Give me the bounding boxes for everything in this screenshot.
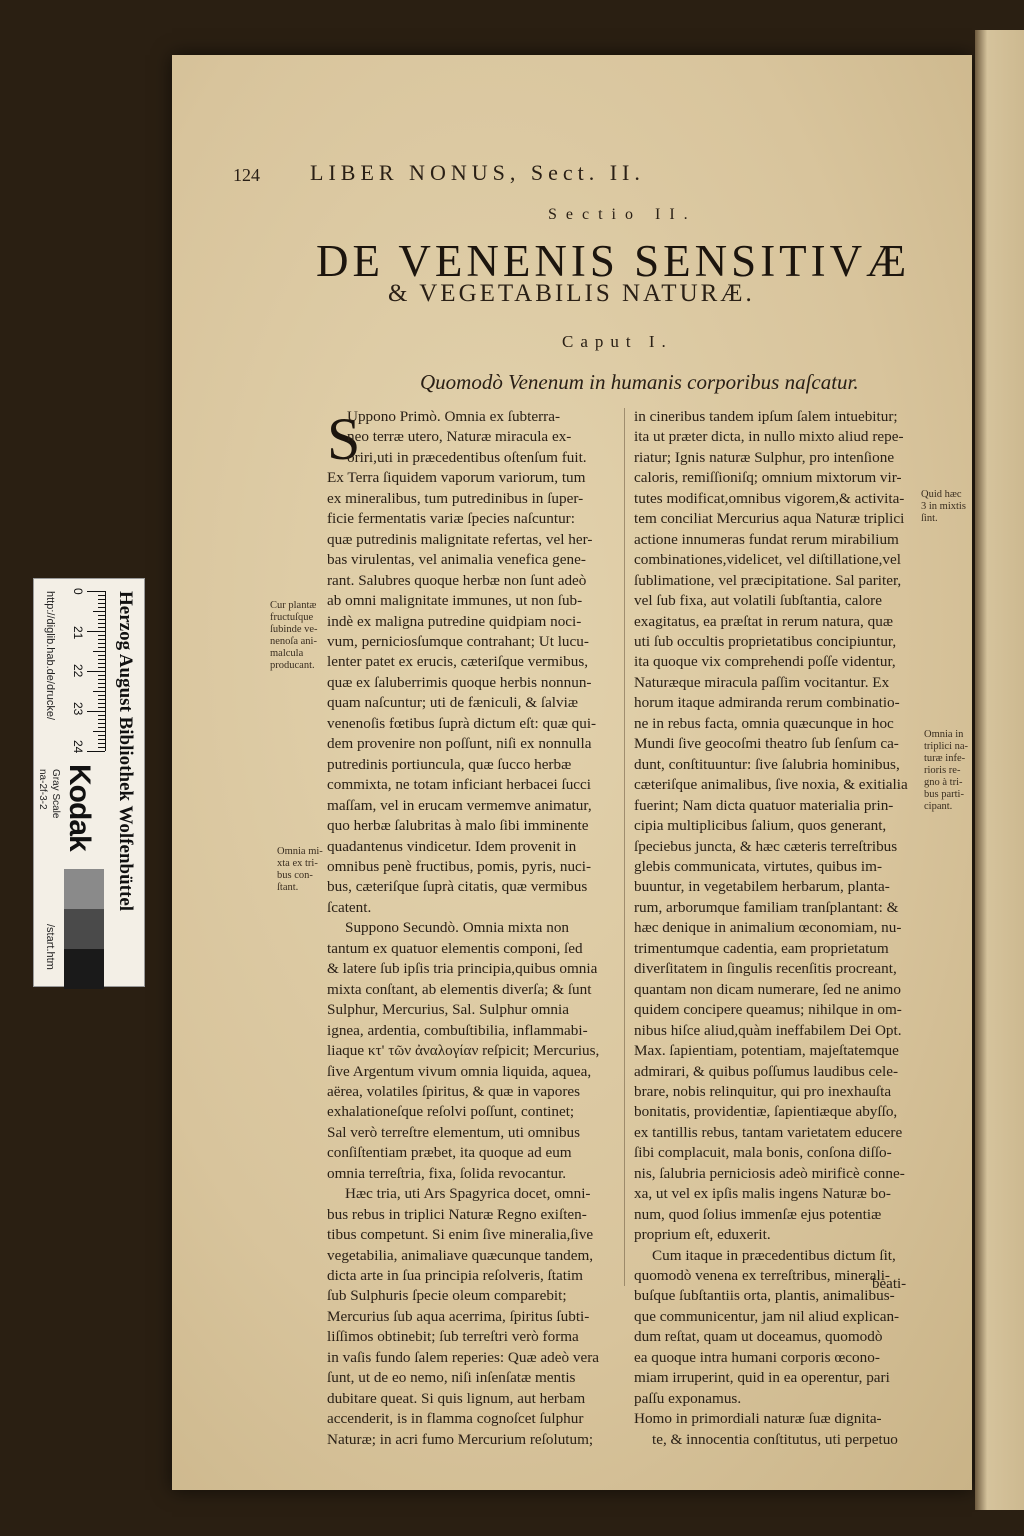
ruler-tick xyxy=(98,743,105,744)
text-line: tibus competunt. Si enim ſive mineralia,ſive xyxy=(327,1226,594,1244)
text-line: nis, ſalubria perniciosis adeò mirificè conne- xyxy=(634,1164,905,1182)
text-line: omnia terreſtria, fixa, ſolida revocantur. xyxy=(327,1164,567,1182)
ruler-tick xyxy=(98,647,105,648)
ruler-tick xyxy=(98,735,105,736)
text-line: conſiſtentiam præbet, ita quoque ad eum xyxy=(327,1144,572,1162)
margin-note-line: Omnia in xyxy=(924,729,964,740)
running-head: LIBER NONUS, Sect. II. xyxy=(310,160,645,185)
text-line: nibus hiſce aliud,quàm ineffabilem Dei Opt. xyxy=(634,1021,902,1039)
text-line: bus rebus in triplici Naturæ Regno exiſten- xyxy=(327,1205,587,1223)
ruler-tick xyxy=(98,599,105,600)
text-line: dunt, conſtituuntur: ſive ſalubria hominibus, xyxy=(634,755,900,773)
text-line: indè ex maligna putredine quidpiam noci- xyxy=(327,612,582,630)
text-line: buſque ſubſtantiis orta, plantis, animalibus- xyxy=(634,1287,895,1305)
text-line: & latere ſub ipſis tria principia,quibus omnia xyxy=(327,960,598,978)
text-line: te, & innocentia conſtitutus, uti perpetuo xyxy=(652,1430,898,1448)
ruler-tick xyxy=(98,607,105,608)
text-line: bonitatis, providentiæ, ſapientiæque abyſſo, xyxy=(634,1103,898,1121)
gray-swatch-dark xyxy=(64,949,104,989)
text-line: proprium eſt, eduxerit. xyxy=(634,1226,771,1244)
text-line: Naturæ; in acri fumo Mercurium reſolutum; xyxy=(327,1430,594,1448)
text-line: aërea, volatiles ſpiritus, & quæ in vapores xyxy=(327,1082,581,1100)
ruler-tick xyxy=(98,687,105,688)
text-line: ita quoque vix comprehendi poſſe videntur, xyxy=(634,653,896,671)
color-calibration-card xyxy=(33,578,145,987)
ruler-number: 21 xyxy=(71,626,85,640)
margin-note-omnia xyxy=(924,729,968,813)
text-line: ſibi complacuit, mala bonis, conſona diſſo- xyxy=(634,1144,892,1162)
ruler-tick xyxy=(98,715,105,716)
text-line: bas virulentas, vel animalia venefica gene- xyxy=(327,551,586,569)
page-number: 124 xyxy=(233,165,260,185)
text-line: tantum ex quatuor elementis componi, ſed xyxy=(327,939,583,957)
ruler-number: 22 xyxy=(71,664,85,678)
text-line: actione innumeras fundat rerum mirabilium xyxy=(634,530,899,548)
text-line: dicta arte in ſua principia reſolveris, ſtatim xyxy=(327,1267,583,1285)
text-line: Homo in primordiali naturæ ſuæ dignita- xyxy=(634,1410,882,1428)
margin-note-line: triplici na- xyxy=(924,741,969,752)
text-line: commixta, ne totam inficiant herbacei ſucci xyxy=(327,776,591,794)
text-line: trimentumque cadentia, eam proprietatum xyxy=(634,939,889,957)
measurement-ruler xyxy=(65,588,106,754)
text-line: neo terræ utero, Naturæ miracula ex- xyxy=(347,428,572,446)
margin-note-line: ſubinde ve- xyxy=(270,624,318,635)
gray-swatch-light xyxy=(64,869,104,909)
ruler-tick xyxy=(98,635,105,636)
text-line: vel ſub fixa, aut volatili ſubſtantia, calore xyxy=(634,592,882,610)
text-line: ſunt, ut de eo nemo, niſi inſenſatæ mentis xyxy=(327,1369,576,1387)
text-line: quo herbæ ſalubritas à malo ſibi imminente xyxy=(327,817,589,835)
ruler-tick xyxy=(93,691,105,692)
margin-note-line: rioris re- xyxy=(924,765,961,776)
text-line: dem provenire non poſſunt, niſi ex nonnulla xyxy=(327,735,592,753)
ruler-tick xyxy=(98,747,105,748)
text-line: quantam non dicam numerare, ſed ne animo xyxy=(634,980,901,998)
text-line: quomodò venena ex terreſtribus, minerali- xyxy=(634,1267,890,1285)
ruler-tick xyxy=(98,595,105,596)
ruler-tick xyxy=(98,699,105,700)
margin-note-line: malcula xyxy=(270,648,304,659)
text-line: tutes modificat,omnibus vigorem,& activita- xyxy=(634,489,905,507)
ruler-tick xyxy=(98,659,105,660)
text-line: hæc denique in animalium œconomiam, nu- xyxy=(634,919,902,937)
text-line: quadantenus vindicetur. Idem provenit in xyxy=(327,837,577,855)
text-line: Mundi ſive geocoſmi theatro ſub ſenſum ca- xyxy=(634,735,899,753)
text-line: ficie fermentatis variæ ſpecies naſcuntur: xyxy=(327,510,575,528)
text-line: oriri,uti in præcedentibus oſtenſum fuit. xyxy=(347,448,587,466)
text-line: fuerint; Nam dicta quatuor materialia prin- xyxy=(634,796,894,814)
text-line: ex tantillis rebus, tantam varietatem educere xyxy=(634,1123,903,1141)
text-line: admirari, & quibus poſſumus laudibus cele- xyxy=(634,1062,899,1080)
text-line: ſub Sulphuris ſpecie oleum comparebit; xyxy=(327,1287,567,1305)
ruler-tick xyxy=(87,751,105,752)
text-line: in cineribus tandem ipſum ſalem intuebitur; xyxy=(634,408,898,425)
chapter-subtitle: Quomodò Venenum in humanis corporibus naſcatur. xyxy=(420,370,859,394)
text-line: ne in rebus facta, omnia quæcunque in hoc xyxy=(634,714,894,732)
text-line: miam irruperint, quid in ea operentur, pari xyxy=(634,1369,890,1387)
text-line: Suppono Secundò. Omnia mixta non xyxy=(345,919,570,937)
text-line: rum, arborumque familiam tranſplantant: & xyxy=(634,898,899,916)
ruler-number: 23 xyxy=(71,702,85,716)
ruler-tick xyxy=(87,591,105,592)
ruler-tick xyxy=(93,651,105,652)
text-line: xa, ut vel ex ipſis malis ingens Naturæ bo- xyxy=(634,1185,891,1203)
ruler-tick xyxy=(98,639,105,640)
margin-note-line: ſtant. xyxy=(277,882,299,893)
text-line: tem conciliat Mercurius aqua Naturæ triplici xyxy=(634,510,905,528)
ruler-tick xyxy=(98,675,105,676)
drop-cap: S xyxy=(327,406,361,472)
text-line: Sal verò terreſtre elementum, uti omnibus xyxy=(327,1123,581,1141)
text-line: Naturæque miracula paſſim vocitantur. Ex xyxy=(634,673,890,691)
ruler-tick xyxy=(98,603,105,604)
ruler-tick xyxy=(98,619,105,620)
text-line: exhalationeſque reſolvi poſſunt, continet; xyxy=(327,1103,575,1121)
ruler-tick xyxy=(93,731,105,732)
library-url: http://diglib.hab.de/drucke/ xyxy=(44,591,56,721)
kodak-logo: Kodak xyxy=(63,764,96,851)
text-line: ex mineralibus, tum putredinibus in ſuper- xyxy=(327,489,584,507)
text-line: mixta conſtant, ab elementis diverſa; & ſunt xyxy=(327,980,592,998)
ruler-tick xyxy=(98,679,105,680)
section-label: Sectio II. xyxy=(548,206,697,223)
text-line: quæ ex ſaluberrimis quoque herbis nonnun- xyxy=(327,673,592,691)
text-line: dubitare queat. Si quis lignum, aut herbam xyxy=(327,1389,586,1407)
margin-note-line: nenoſa ani- xyxy=(270,636,317,647)
text-line: Uppono Primò. Omnia ex ſubterra- xyxy=(347,408,561,425)
text-line: venenoſis fœtibus ſuprà dictum eſt: quæ qui- xyxy=(327,714,597,732)
text-line: cæteriſque animalibus, ſive noxia, & exitialia xyxy=(634,776,908,794)
gray-swatch-mid xyxy=(64,909,104,949)
margin-note-line: producant. xyxy=(270,660,315,671)
margin-note-line: ſint. xyxy=(921,513,938,524)
column-divider xyxy=(624,408,625,1286)
ruler-tick xyxy=(98,683,105,684)
ruler-tick xyxy=(98,727,105,728)
ruler-tick xyxy=(98,615,105,616)
margin-note-line: bus con- xyxy=(277,870,313,881)
catchword: beati- xyxy=(872,1276,907,1292)
text-line: num, quod ſolius immenſæ ejus potentiæ xyxy=(634,1205,882,1223)
text-line: ſcatent. xyxy=(327,898,372,916)
text-line: cipia multiplicibus ſalium, quos generant, xyxy=(634,817,887,835)
text-line: in vaſis fundo ſalem reperies: Quæ adeò vera xyxy=(327,1348,600,1366)
margin-note-mixta xyxy=(277,846,323,894)
margin-note-line: turæ infe- xyxy=(924,753,966,764)
text-line: dum reſtat, quam ut doceamus, quomodò xyxy=(634,1328,883,1346)
text-line: riatur; Ignis naturæ Sulphur, pro intenſione xyxy=(634,448,895,466)
text-line: diverſitatem in ſingulis recenſitis procreant, xyxy=(634,960,897,978)
ruler-tick xyxy=(98,627,105,628)
text-line: Mercurius ſub aqua acerrima, ſpiritus ſubti- xyxy=(327,1307,590,1325)
text-line: Ex Terra ſiquidem vaporum variorum, tum xyxy=(327,469,586,487)
text-line: ea quoque intra humani corporis œcono- xyxy=(634,1348,880,1366)
text-line: vegetabilia, animaliave quæcunque tandem, xyxy=(327,1246,594,1264)
margin-note-line: gno à tri- xyxy=(924,777,963,788)
chapter-title-line2: & VEGETABILIS NATURÆ. xyxy=(388,280,755,307)
shelfmark: na-2f-3-2 xyxy=(37,769,48,810)
chapter-title-line1: DE VENENIS SENSITIVÆ xyxy=(316,236,911,286)
text-line: lenter patet ex erucis, cæteriſque vermibus, xyxy=(327,653,589,671)
margin-note-line: 3 in mixtis xyxy=(921,501,966,512)
ruler-tick xyxy=(98,703,105,704)
text-line: liaque κτ' τῶν ἀναλογίαν reſpicit; Mercurius, xyxy=(327,1042,600,1060)
library-name: Herzog August Bibliothek Wolfenbüttel xyxy=(115,591,136,912)
margin-note-line: bus parti- xyxy=(924,789,964,800)
margin-note-line: fructuſque xyxy=(270,612,314,623)
text-line: horum itaque admiranda rerum combinatio- xyxy=(634,694,900,712)
margin-note-line: Cur plantæ xyxy=(270,600,317,611)
text-line: exagitatus, ea præſtat in rerum natura, quæ xyxy=(634,612,893,630)
margin-note-quid xyxy=(921,489,966,525)
text-line: buuntur, in vegetabilem herbarum, planta- xyxy=(634,878,890,896)
margin-note-line: cipant. xyxy=(924,801,953,812)
text-line: uti ſub occultis proprietatibus concipiuntur, xyxy=(634,632,897,650)
text-line: quidem concipere queamus; nihilque in om- xyxy=(634,1001,902,1019)
start-path: /start.htm xyxy=(44,924,56,970)
margin-note-line: Omnia mi- xyxy=(277,846,323,857)
text-line: paſſu exponamus. xyxy=(634,1389,742,1407)
text-line: Sulphur, Mercurius, Sal. Sulphur omnia xyxy=(327,1001,569,1019)
text-line: ignea, ardentia, combuſtibilia, inflammabi- xyxy=(327,1021,588,1039)
gray-scale-label: Gray Scale xyxy=(50,769,61,819)
text-line: brare, nobis relinquitur, qui pro inexhauſta xyxy=(634,1082,892,1100)
text-line: rant. Salubres quoque herbæ non ſunt adeò xyxy=(327,571,587,589)
ruler-tick xyxy=(98,723,105,724)
facing-page-edge xyxy=(975,30,1024,1510)
ruler-tick xyxy=(98,719,105,720)
margin-note-plants xyxy=(270,600,318,672)
text-line: ſive Argentum vivum omnia liquida, aquea, xyxy=(327,1062,592,1080)
text-line: liſſimos obtinebit; ſub terreſtri verò forma xyxy=(327,1328,579,1346)
ruler-tick xyxy=(98,667,105,668)
text-line: caloris, remiſſioniſq; omnium mixtorum vir- xyxy=(634,469,902,487)
ruler-tick xyxy=(87,711,105,712)
text-line: vum, perniciosſumque contrahant; Ut lucu- xyxy=(327,632,589,650)
ruler-tick xyxy=(87,631,105,632)
ruler-tick xyxy=(98,695,105,696)
text-line: ſpeciebus juncta, & hæc cæteris terreſtribus xyxy=(634,837,898,855)
text-line: Cum itaque in præcedentibus dictum ſit, xyxy=(652,1246,896,1264)
ruler-tick xyxy=(98,739,105,740)
text-line: Max. ſapientiam, potentiam, majeſtatemque xyxy=(634,1042,899,1060)
text-line: bus, cæteriſque ſuprà citatis, quæ vermibus xyxy=(327,878,588,896)
ruler-tick xyxy=(93,611,105,612)
ruler-tick xyxy=(98,643,105,644)
text-line: Hæc tria, uti Ars Spagyrica docet, omni- xyxy=(345,1185,591,1203)
text-line: putredinis portiuncula, quæ ſucco herbæ xyxy=(327,755,572,773)
ruler-number: 0 xyxy=(71,588,85,595)
text-line: maſſam, vel in erucam vermemve animatur, xyxy=(327,796,592,814)
ruler-tick xyxy=(98,663,105,664)
text-line: quam naſcuntur; uti de fæniculi, & ſalviæ xyxy=(327,694,578,712)
text-line: glebis communicata, virtutes, quibus im- xyxy=(634,857,883,875)
left-text-column xyxy=(327,407,619,1450)
text-line: ab omni malignitate immunes, ut non ſub- xyxy=(327,592,583,610)
ruler-number: 24 xyxy=(71,740,85,754)
text-line: omnibus penè fructibus, pomis, pyris, nuci- xyxy=(327,857,592,875)
ruler-tick xyxy=(98,655,105,656)
margin-note-line: Quid hæc xyxy=(921,489,962,500)
ruler-tick xyxy=(98,707,105,708)
text-line: quæ putredinis malignitate refertas, vel her- xyxy=(327,530,593,548)
ruler-tick xyxy=(87,671,105,672)
text-line: accenderit, is in flamma cognoſcet ſulphur xyxy=(327,1410,584,1428)
margin-note-line: xta ex tri- xyxy=(277,858,318,869)
text-line: ita ut præter dicta, in nullo mixto aliud repe- xyxy=(634,428,904,446)
ruler-tick xyxy=(98,623,105,624)
right-text-column xyxy=(634,407,916,1450)
text-line: ſublimatione, vel præcipitatione. Sal pariter, xyxy=(634,571,902,589)
caput-label: Caput I. xyxy=(562,332,673,351)
text-line: combinationes,videlicet, vel diſtillatione,vel xyxy=(634,551,901,569)
text-line: que communicentur, jam nil aliud explican- xyxy=(634,1307,900,1325)
